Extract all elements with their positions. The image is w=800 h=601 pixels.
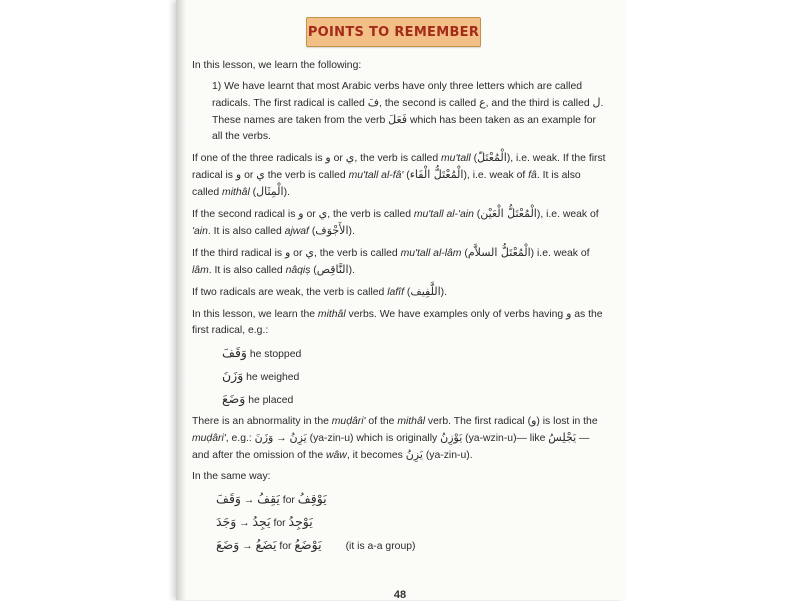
arrow-text: → [273, 433, 290, 444]
ajwaf-paragraph [192, 206, 608, 240]
text: ( [249, 187, 257, 198]
present-verb: يَجِدُ [252, 514, 271, 529]
text: . It is also called [207, 226, 285, 237]
text: ( [403, 170, 410, 181]
text: ). [348, 265, 355, 276]
mithal-paragraph [192, 306, 608, 339]
arabic-text: ي [256, 168, 265, 181]
transliteration: lafîf [387, 287, 404, 298]
arabic-text: الْمُعْتَلّ [477, 151, 507, 164]
arabic-text: و [235, 168, 242, 181]
arabic-text: ع [479, 96, 486, 109]
abnormality-paragraph [192, 413, 608, 464]
arabic-text: فَ [367, 96, 380, 109]
transliteration: wâw [326, 450, 347, 461]
arabic-text: و [298, 207, 304, 220]
transliteration: mu'tall al-'ain [413, 209, 474, 220]
intro-paragraph: In this lesson, we learn the following: [192, 60, 362, 71]
text: or [330, 153, 346, 164]
example-row [192, 390, 608, 409]
text: the verb is called [264, 170, 349, 181]
transliteration: mithâl [222, 187, 250, 198]
text: (ya-zin-u). [422, 450, 473, 461]
arabic-text: الْمِثَال [256, 185, 284, 198]
verb-meaning: he stopped [246, 349, 302, 360]
page-spine-shadow [176, 0, 186, 600]
text: ( [308, 226, 316, 237]
arabic-text: و [325, 151, 331, 164]
arabic-text: الْمُعْتَلُّ الْعَيْن [480, 207, 537, 220]
past-verb: وَقَفَ [216, 491, 241, 506]
point-one-paragraph [192, 79, 608, 145]
arabic-text: و [566, 307, 572, 320]
text: If two radicals are weak, the verb is called [192, 287, 388, 298]
past-verb: وَجَدَ [216, 514, 237, 529]
arabic-text: و [531, 414, 537, 427]
text: or [303, 209, 319, 220]
conjugation-row [192, 513, 608, 532]
text: ). [348, 226, 355, 237]
text: ), i.e. weak of [463, 170, 529, 181]
text: ( [470, 153, 478, 164]
arabic-text: وَزَنَ [254, 431, 274, 444]
arabic-verb: وَزَنَ [222, 368, 244, 383]
text: ) i.e. weak of [530, 248, 590, 259]
arabic-text: الْمُعْتَلُّ الْفَاء [409, 168, 464, 181]
text: , the second is called [379, 98, 480, 109]
mutall-paragraph [192, 150, 608, 201]
text: ), i.e. weak of [536, 209, 599, 220]
text: (ya-zin-u) which is originally [306, 433, 441, 444]
same-way-heading: In the same way: [192, 471, 271, 482]
text: verbs. We have examples only of verbs having [345, 309, 567, 320]
present-verb: يَضَعُ [255, 537, 277, 552]
transliteration: muḍâri' [331, 416, 366, 427]
text: , the verb is called [354, 153, 442, 164]
arabic-text: ي [345, 151, 355, 164]
present-verb: يَقِفُ [257, 491, 280, 506]
transliteration: ajwaf [284, 226, 309, 237]
title-banner [306, 17, 481, 47]
text: ). [283, 187, 290, 198]
arabic-text: فَعَلَ [388, 113, 408, 126]
conjugation-row [192, 536, 608, 555]
text: , the verb is called [327, 209, 414, 220]
verb-meaning: he weighed [243, 372, 300, 383]
transliteration: muḍâri' [192, 433, 226, 444]
example-row [192, 367, 608, 386]
text: If the second radical is [192, 209, 299, 220]
page-title: POINTS TO REMEMBER [307, 24, 480, 40]
text: 1) We have learnt that most Arabic verbs have only three letters which are called radicals. The first radical is called [212, 81, 583, 109]
transliteration: 'ain [192, 226, 208, 237]
original-form: يَوْجِدُ [288, 514, 313, 529]
transliteration: fâ [528, 170, 537, 181]
transliteration: mu'tall al-lâm [400, 248, 462, 259]
text: verb. The first radical ( [425, 416, 532, 427]
arabic-text: ل [592, 96, 601, 109]
text: If the third radical is [192, 248, 285, 259]
text: . It is also called [192, 170, 581, 198]
arrow-icon: → [243, 495, 255, 506]
text: which has been taken as an example for all the verbs. [212, 115, 596, 142]
past-verb: وَضَعَ [216, 537, 240, 552]
page-number: 48 [393, 589, 407, 601]
arabic-text: يَوْزِنُ [440, 431, 463, 444]
text: , it becomes [346, 450, 406, 461]
arabic-text: و [284, 246, 291, 259]
text: as the first radical, e.g.: [192, 309, 603, 336]
transliteration: lâm [192, 265, 209, 276]
conjugation-row [192, 490, 608, 509]
text: ( [403, 287, 411, 298]
transliteration: mithâl [397, 416, 426, 427]
arabic-text: ي [305, 246, 314, 259]
row-note: (it is a-a group) [345, 541, 416, 552]
text: or [241, 170, 257, 181]
text: or [290, 248, 306, 259]
example-row [192, 344, 608, 363]
for-text: for [279, 495, 298, 506]
arabic-text: يَزِنُ [405, 448, 423, 461]
content-body [192, 58, 608, 559]
arabic-text: يَجْلِسُ [548, 431, 577, 444]
transliteration: nâqiṣ [285, 265, 311, 276]
arabic-text: الْمُعْتَلُّ السلاَّم [467, 246, 531, 259]
original-form: يَوْضَعُ [294, 537, 322, 552]
text: There is an abnormality in the [192, 416, 332, 427]
text: ). [440, 287, 447, 298]
arabic-verb: وَقَفَ [222, 345, 247, 360]
text: ( [310, 265, 317, 276]
verb-meaning: he placed [245, 395, 294, 406]
text: , the verb is called [313, 248, 401, 259]
text: . These names are taken from the verb [212, 98, 604, 126]
text: (ya-wzin-u)— like [462, 433, 549, 444]
arrow-icon: → [239, 518, 250, 529]
transliteration: mithâl [317, 309, 346, 320]
arabic-text: اللَّفِيف [410, 285, 441, 298]
arabic-text: النَّاقِص [316, 263, 349, 276]
naqis-paragraph [192, 245, 608, 279]
for-text: for [276, 541, 295, 552]
text: If one of the three radicals is [192, 153, 326, 164]
arabic-text: يَزِنُ [289, 431, 307, 444]
text: , and the third is called [485, 98, 593, 109]
text: ( [473, 209, 481, 220]
text: In this lesson, we learn the [192, 309, 318, 320]
arrow-icon: → [242, 541, 253, 552]
text: , e.g.: [225, 433, 255, 444]
transliteration: mu'tall al-fâ' [348, 170, 404, 181]
for-text: for [270, 518, 289, 529]
text: ) is lost in the [536, 416, 598, 427]
transliteration: mu'tall [441, 153, 471, 164]
arabic-text: ي [318, 207, 328, 220]
original-form: يَوْقِفُ [297, 491, 327, 506]
text: ), i.e. weak. If the first radical is [192, 153, 606, 181]
text: ( [461, 248, 468, 259]
text: of the [365, 416, 398, 427]
lafif-paragraph [192, 284, 608, 301]
arabic-text: الأَجْوَف [315, 224, 349, 237]
arabic-verb: وَضَعَ [222, 391, 246, 406]
text: . It is also called [208, 265, 286, 276]
text: — and after the omission of the [192, 433, 590, 461]
